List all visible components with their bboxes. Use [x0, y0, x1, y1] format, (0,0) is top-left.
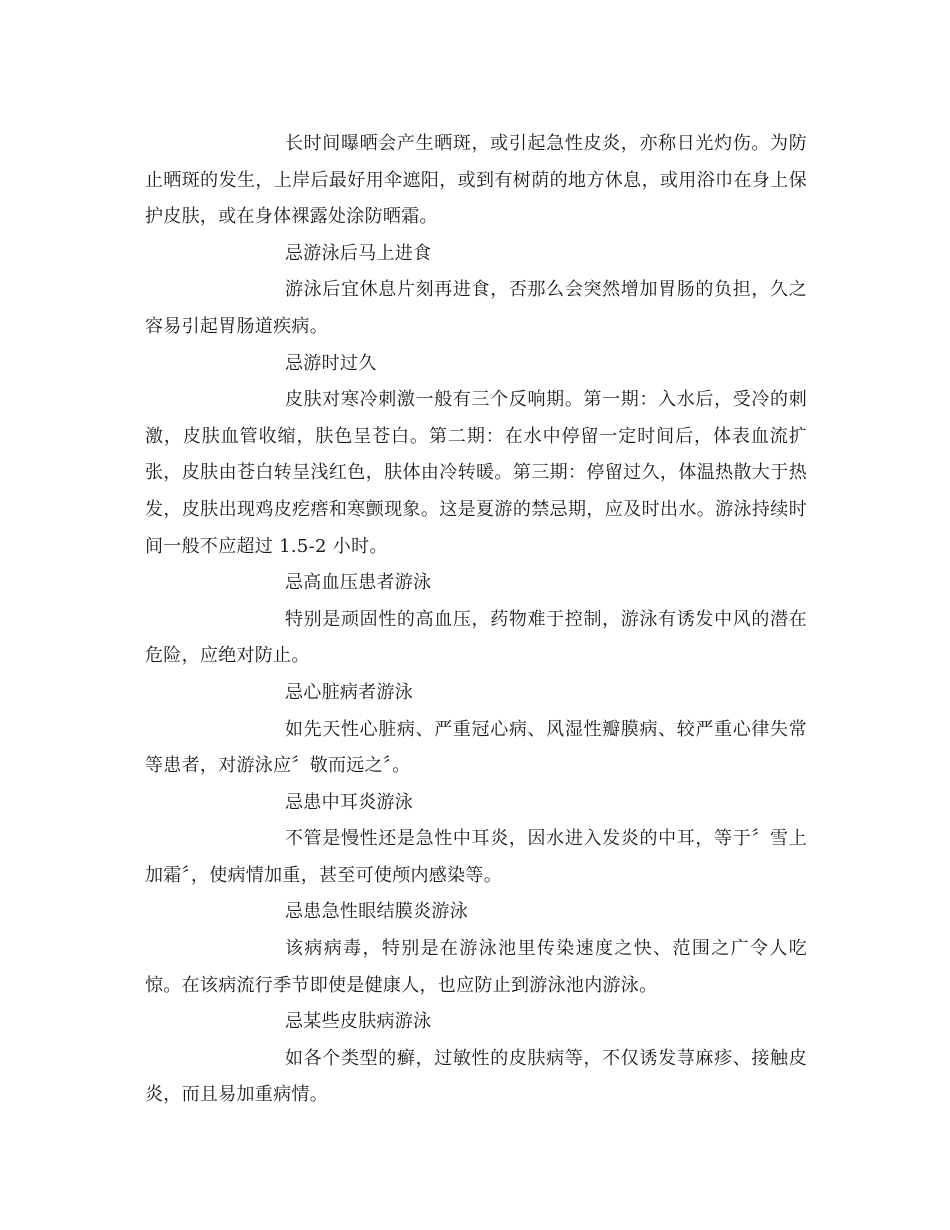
paragraph-otitis-media: 不管是慢性还是急性中耳炎，因水进入发炎的中耳，等于〞雪上加霜〞，使病情加重，甚至可使颅内感染等。	[145, 828, 807, 886]
paragraph-cold-stages: 皮肤对寒冷刺激一般有三个反响期。第一期：入水后，受冷的刺激，皮肤血管收缩，肤色呈苍白。第二期：在水中停留一定时间后，体表血流扩张，皮肤由苍白转呈浅红色，肤体由冷转暖。第三期：停留过久，体温热散大于热发，皮肤出现鸡皮疙瘩和寒颤现象。这是夏游的禁忌期，应及时出水。游泳持续时间一般不应超过 1.5-2 小时。	[145, 389, 807, 557]
heading-skin-disease: 忌某些皮肤病游泳	[285, 1011, 432, 1033]
heading-conjunctivitis: 忌患急性眼结膜炎游泳	[285, 901, 468, 923]
paragraph-hypertension: 特别是顽固性的高血压，药物难于控制，游泳有诱发中风的潜在危险，应绝对防止。	[145, 608, 807, 667]
heading-hypertension: 忌高血压患者游泳	[285, 572, 432, 594]
document-body	[145, 126, 807, 1114]
paragraph-conjunctivitis: 该病病毒，特别是在游泳池里传染速度之快、范围之广令人吃惊。在该病流行季节即使是健康人，也应防止到游泳池内游泳。	[145, 938, 807, 996]
heading-no-long-swim: 忌游时过久	[285, 352, 377, 374]
paragraph-heart-disease: 如先天性心脏病、严重冠心病、风湿性瓣膜病、较严重心律失常等患者，对游泳应〞敬而远之〞。	[145, 718, 807, 777]
paragraph-skin-disease: 如各个类型的癣，过敏性的皮肤病等，不仅诱发荨麻疹、接触皮炎，而且易加重病情。	[145, 1047, 807, 1106]
heading-no-eating-after-swim: 忌游泳后马上进食	[285, 242, 432, 264]
paragraph-sunburn: 长时间曝晒会产生晒斑，或引起急性皮炎，亦称日光灼伤。为防止晒斑的发生，上岸后最好用伞遮阳，或到有树荫的地方休息，或用浴巾在身上保护皮肤，或在身体裸露处涂防晒霜。	[145, 133, 807, 228]
heading-otitis-media: 忌患中耳炎游泳	[285, 791, 414, 813]
heading-heart-disease: 忌心脏病者游泳	[285, 681, 414, 703]
paragraph-eating: 游泳后宜休息片刻再进食，否那么会突然增加胃肠的负担，久之容易引起胃肠道疾病。	[145, 279, 807, 337]
